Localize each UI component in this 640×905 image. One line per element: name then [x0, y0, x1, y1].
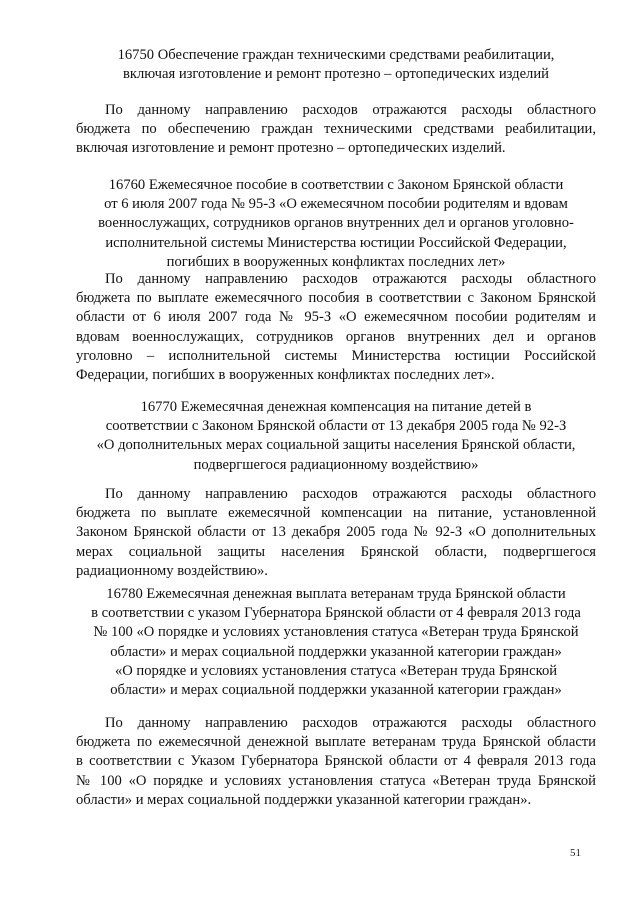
section-heading-16750 — [76, 46, 596, 84]
paragraph-line: Федерации, погибших в вооруженных конфликтах последних лет». — [76, 367, 495, 384]
section-paragraph-16780 — [76, 714, 596, 810]
paragraph-line: вдовам военнослужащих, сотрудников органов внутренних дел и органов — [76, 328, 596, 345]
heading-line: 16780 Ежемесячная денежная выплата ветеранам труда Брянской области — [106, 586, 566, 602]
paragraph-line: бюджета по выплате ежемесячного пособия в соответствии с Законом Брянской — [76, 290, 596, 307]
heading-line: военнослужащих, сотрудников органов внутренних дел и органов уголовно- — [98, 215, 574, 232]
section-paragraph-16750 — [76, 101, 596, 159]
paragraph-line: бюджета по ежемесячной денежной выплате ветеранам труда Брянской области — [76, 734, 596, 751]
paragraph-line: включая изготовление и ремонт протезно – ортопедических изделий. — [76, 140, 506, 157]
paragraph-line: бюджета по выплате ежемесячной компенсации на питание, установленной — [76, 505, 596, 522]
paragraph-line: области» и мерах социальной поддержки указанной категории граждан». — [76, 791, 532, 808]
paragraph-line: мерах социальной защиты населения Брянской области, подвергшегося — [76, 543, 596, 560]
heading-line: 16770 Ежемесячная денежная компенсация на питание детей в — [140, 399, 532, 415]
section-heading-16760 — [76, 176, 596, 272]
paragraph-line: радиационному воздействию». — [76, 562, 268, 579]
heading-line: подвергшегося радиационному воздействию» — [193, 456, 479, 473]
heading-line: погибших в вооруженных конфликтах последних лет» — [166, 253, 506, 270]
section-paragraph-16760 — [76, 270, 596, 385]
section-heading-16770 — [76, 398, 596, 475]
heading-line: 16750 Обеспечение граждан техническими средствами реабилитации, — [117, 47, 555, 63]
heading-line: «О дополнительных мерах социальной защиты населения Брянской области, — [96, 437, 576, 454]
heading-line: исполнительной системы Министерства юстиции Российской Федерации, — [105, 234, 567, 251]
heading-line: «О порядке и условиях установления статуса «Ветеран труда Брянской — [114, 662, 558, 679]
paragraph-line: По данному направлению расходов отражаются расходы областного — [105, 271, 596, 287]
heading-line: области» и мерах социальной поддержки указанной категории граждан» — [110, 643, 562, 660]
paragraph-line: бюджета по обеспечению граждан техническими средствами реабилитации, — [76, 121, 596, 138]
heading-line: включая изготовление и ремонт протезно – ортопедических изделий — [123, 66, 549, 83]
heading-line: № 100 «О порядке и условиях установления статуса «Ветеран труда Брянской — [93, 624, 579, 641]
heading-line: соответствии с Законом Брянской области от 13 декабря 2005 года № 92-З — [105, 418, 567, 435]
heading-line: от 6 июля 2007 года № 95-З «О ежемесячном пособии родителям и вдовам — [104, 196, 568, 213]
paragraph-line: в соответствии с Указом Губернатора Брянской области от 4 февраля 2013 года — [76, 753, 596, 770]
paragraph-line: По данному направлению расходов отражаются расходы областного — [105, 102, 596, 118]
heading-line: области» и мерах социальной поддержки указанной категории граждан» — [110, 682, 562, 699]
section-heading-16780 — [76, 585, 596, 700]
page-number: 51 — [570, 847, 581, 859]
paragraph-line: Законом Брянской области от 13 декабря 2005 года № 92-З «О дополнительных — [76, 524, 596, 541]
paragraph-line: уголовно – исполнительной системы Министерства юстиции Российской — [76, 347, 596, 364]
paragraph-line: № 100 «О порядке и условиях установления статуса «Ветеран труда Брянской — [76, 772, 596, 789]
heading-line: 16760 Ежемесячное пособие в соответствии с Законом Брянской области — [108, 177, 564, 193]
paragraph-line: области от 6 июля 2007 года № 95-З «О ежемесячном пособии родителям и — [76, 309, 596, 326]
heading-line: в соответствии с указом Губернатора Брянской области от 4 февраля 2013 года — [91, 605, 581, 622]
paragraph-line: По данному направлению расходов отражаются расходы областного — [105, 715, 596, 731]
paragraph-line: По данному направлению расходов отражаются расходы областного — [105, 486, 596, 502]
section-paragraph-16770 — [76, 485, 596, 581]
